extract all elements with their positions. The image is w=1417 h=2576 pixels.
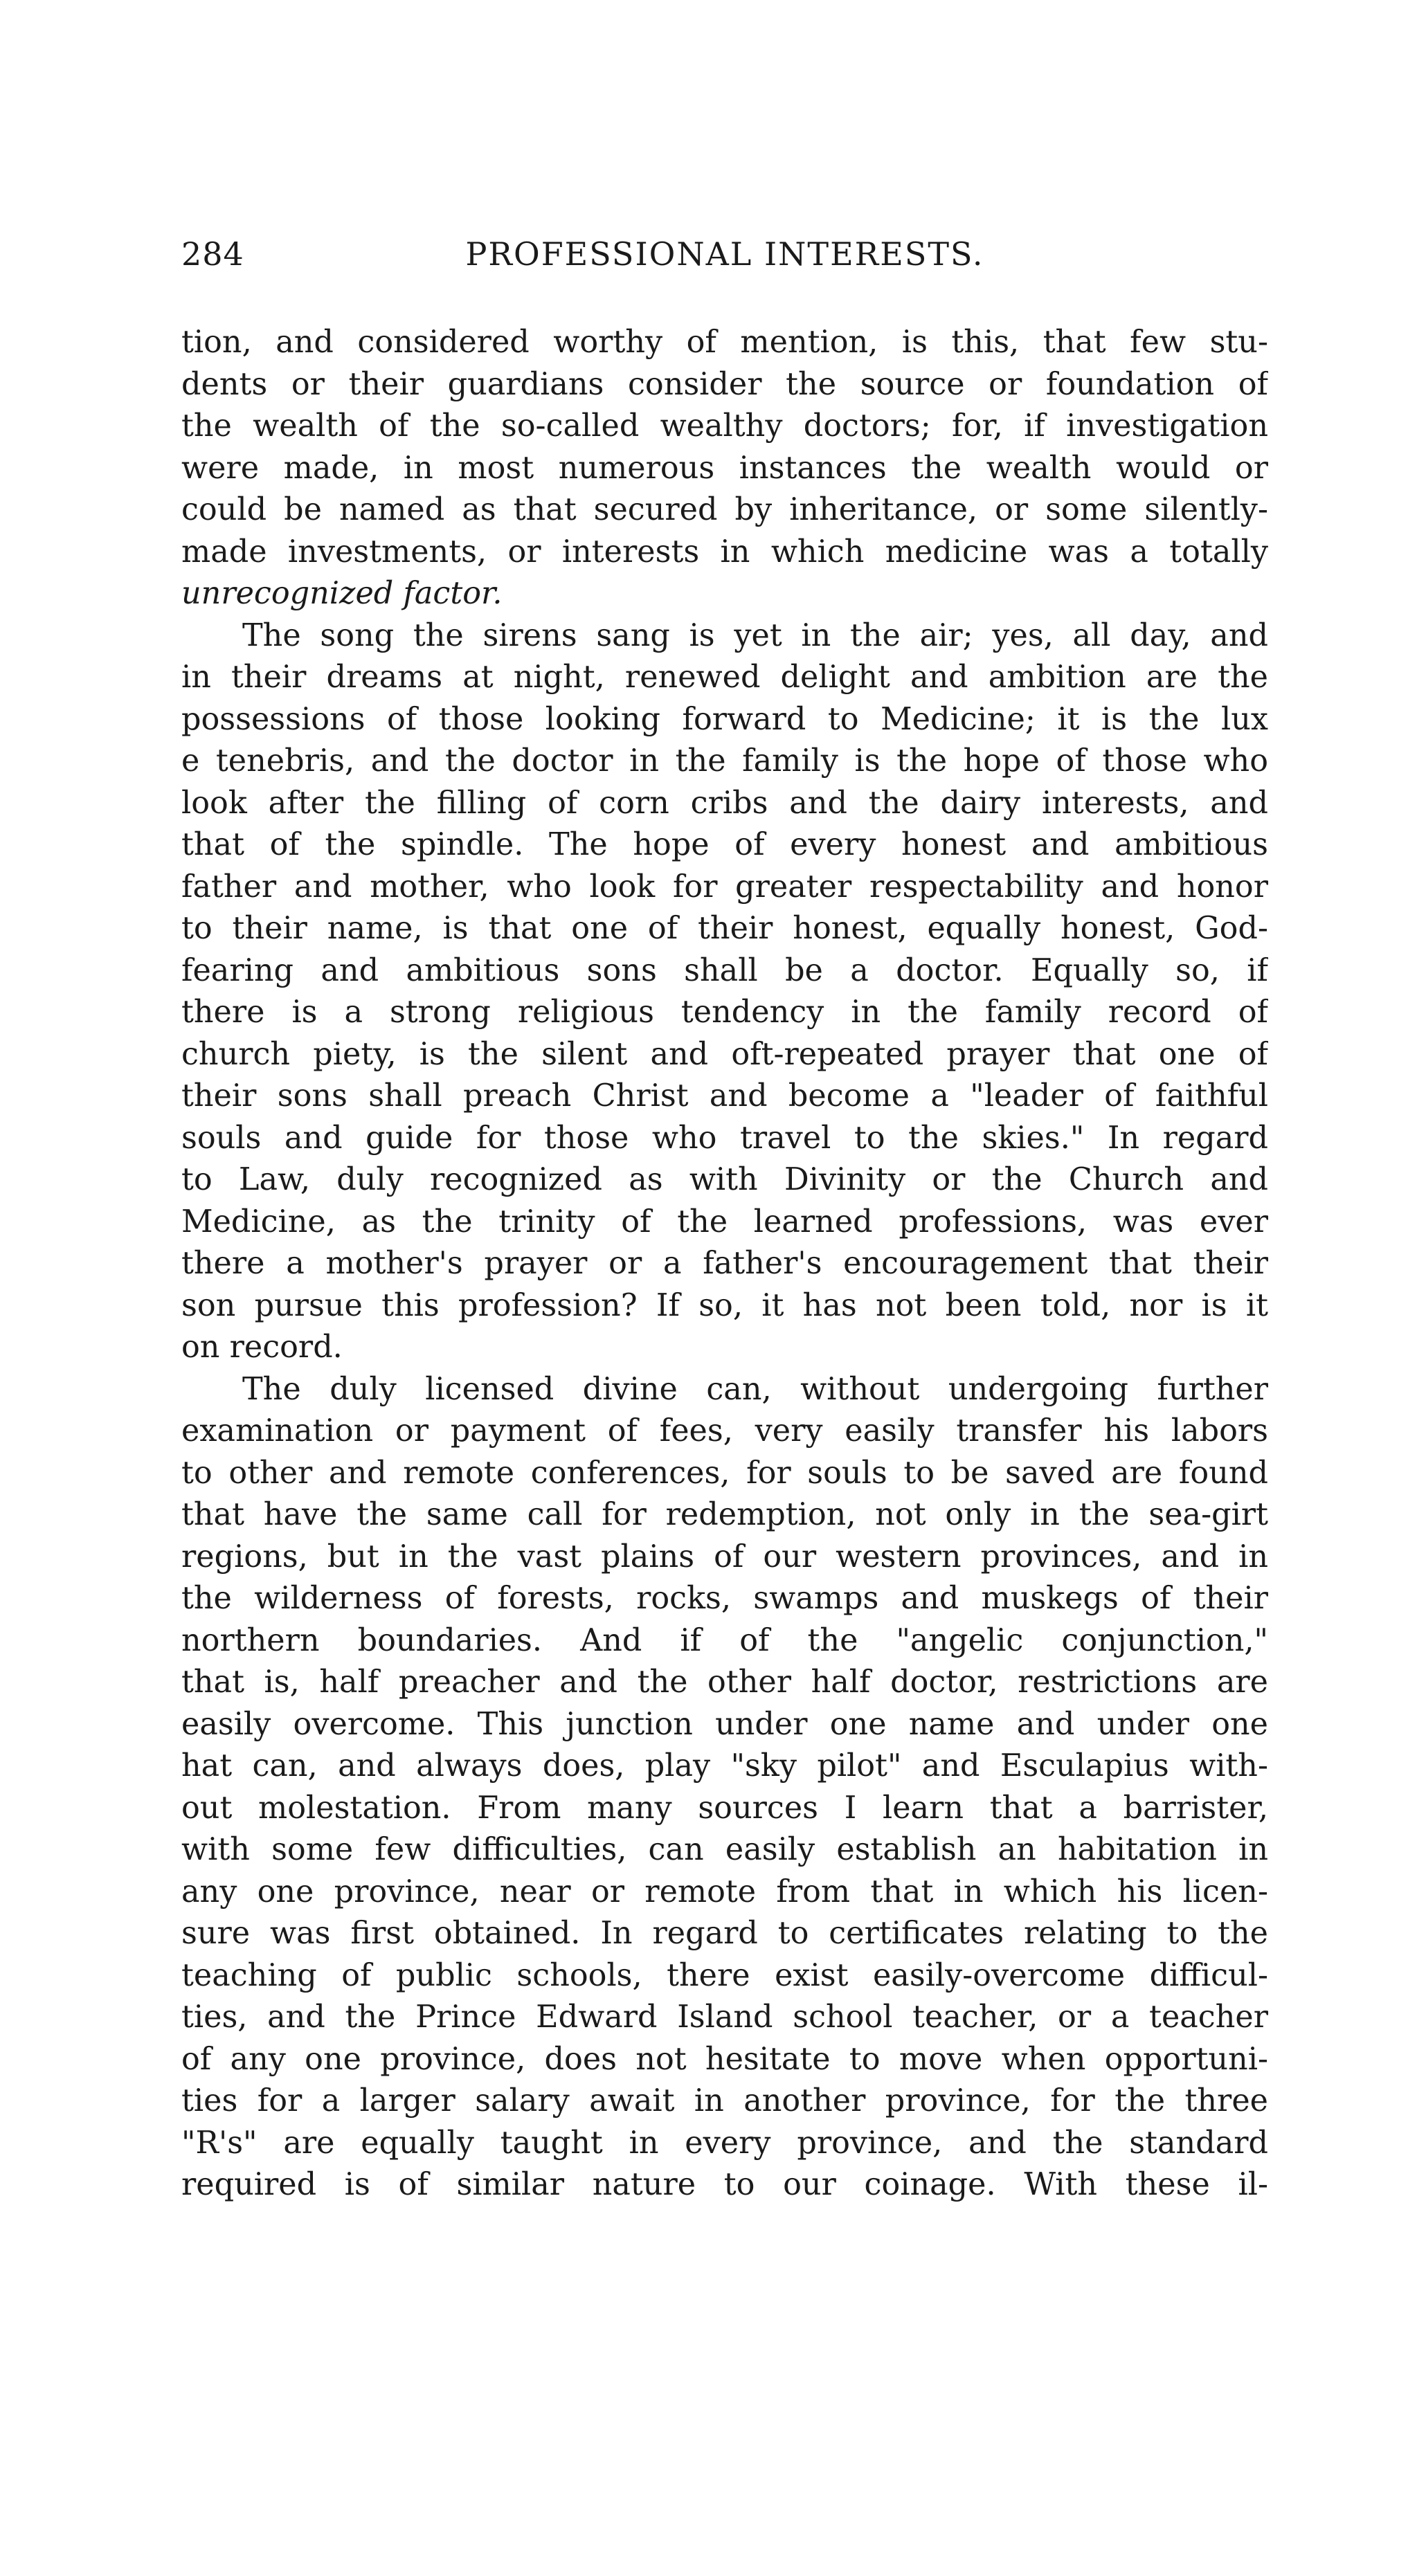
text-line: that is, half preacher and the other half doctor, restrictions are [181, 1665, 1268, 1700]
text-line: unrecognized factor. [181, 576, 503, 611]
text-line: fearing and ambitious sons shall be a doctor. Equally so, if [181, 952, 1268, 988]
text-line: The song the sirens sang is yet in the air; yes, all day, and [242, 617, 1268, 653]
text-line: on record. [181, 1330, 343, 1365]
text-line: with some few difficulties, can easily establish an habitation in [181, 1832, 1268, 1867]
text-line: souls and guide for those who travel to the skies." In regard [181, 1120, 1268, 1156]
text-line: regions, but in the vast plains of our western provinces, and in [181, 1539, 1268, 1575]
text-line: Medicine, as the trinity of the learned professions, was ever [181, 1204, 1268, 1240]
text-line: to other and remote conferences, for souls to be saved are found [181, 1455, 1268, 1491]
text-line: sure was first obtained. In regard to certificates relating to the [181, 1916, 1268, 1951]
text-line: any one province, near or remote from that in which his licen- [181, 1874, 1268, 1910]
text-line: the wealth of the so-called wealthy doctors; for, if investigation [181, 408, 1268, 444]
body-text [181, 322, 1268, 2206]
text-line: hat can, and always does, play "sky pilot" and Esculapius with- [181, 1748, 1268, 1784]
text-line: church piety, is the silent and oft-repeated prayer that one of [181, 1036, 1268, 1072]
text-line: look after the filling of corn cribs and the dairy interests, and [181, 785, 1268, 821]
text-line: examination or payment of fees, very easily transfer his labors [181, 1413, 1268, 1449]
text-line: made investments, or interests in which medicine was a totally [181, 534, 1268, 570]
text-line: easily overcome. This junction under one name and under one [181, 1706, 1268, 1742]
text-line: the wilderness of forests, rocks, swamps and muskegs of their [181, 1581, 1268, 1616]
text-line: to Law, duly recognized as with Divinity or the Church and [181, 1162, 1268, 1197]
text-line: dents or their guardians consider the source or foundation of [181, 366, 1268, 402]
text-line: could be named as that secured by inheritance, or some silently- [181, 492, 1268, 527]
text-line: teaching of public schools, there exist easily-overcome difficul- [181, 1957, 1268, 1993]
text-line: there a mother's prayer or a father's encouragement that their [181, 1246, 1268, 1281]
text-line: The duly licensed divine can, without undergoing further [242, 1371, 1268, 1407]
text-line: to their name, is that one of their honest, equally honest, God- [181, 911, 1268, 946]
text-line: were made, in most numerous instances the wealth would or [181, 450, 1268, 486]
text-line: northern boundaries. And if of the "angelic conjunction," [181, 1622, 1268, 1658]
text-line: that of the spindle. The hope of every honest and ambitious [181, 827, 1268, 862]
text-line: "R's" are equally taught in every province, and the standard [181, 2125, 1268, 2161]
running-title: PROFESSIONAL INTERESTS. [465, 235, 984, 273]
text-line: that have the same call for redemption, not only in the sea-girt [181, 1497, 1268, 1532]
page-number: 284 [181, 235, 244, 273]
text-line: tion, and considered worthy of mention, is this, that few stu- [181, 325, 1268, 360]
text-line: father and mother, who look for greater respectability and honor [181, 869, 1268, 905]
text-line: required is of similar nature to our coinage. With these il- [181, 2167, 1268, 2202]
page-header [181, 232, 1268, 287]
text-line: e tenebris, and the doctor in the family is the hope of those who [181, 743, 1268, 779]
text-line: ties, and the Prince Edward Island school teacher, or a teacher [181, 1999, 1268, 2035]
text-line: ties for a larger salary await in another province, for the three [181, 2083, 1268, 2119]
text-line: there is a strong religious tendency in the family record of [181, 995, 1268, 1030]
text-line: out molestation. From many sources I learn that a barrister, [181, 1790, 1268, 1826]
text-line: son pursue this profession? If so, it has not been told, nor is it [181, 1287, 1268, 1323]
text-line: in their dreams at night, renewed delight and ambition are the [181, 660, 1268, 695]
text-line: possessions of those looking forward to Medicine; it is the lux [181, 701, 1268, 737]
text-line: of any one province, does not hesitate to move when opportuni- [181, 2041, 1268, 2077]
text-line: their sons shall preach Christ and become a "leader of faithful [181, 1078, 1268, 1114]
